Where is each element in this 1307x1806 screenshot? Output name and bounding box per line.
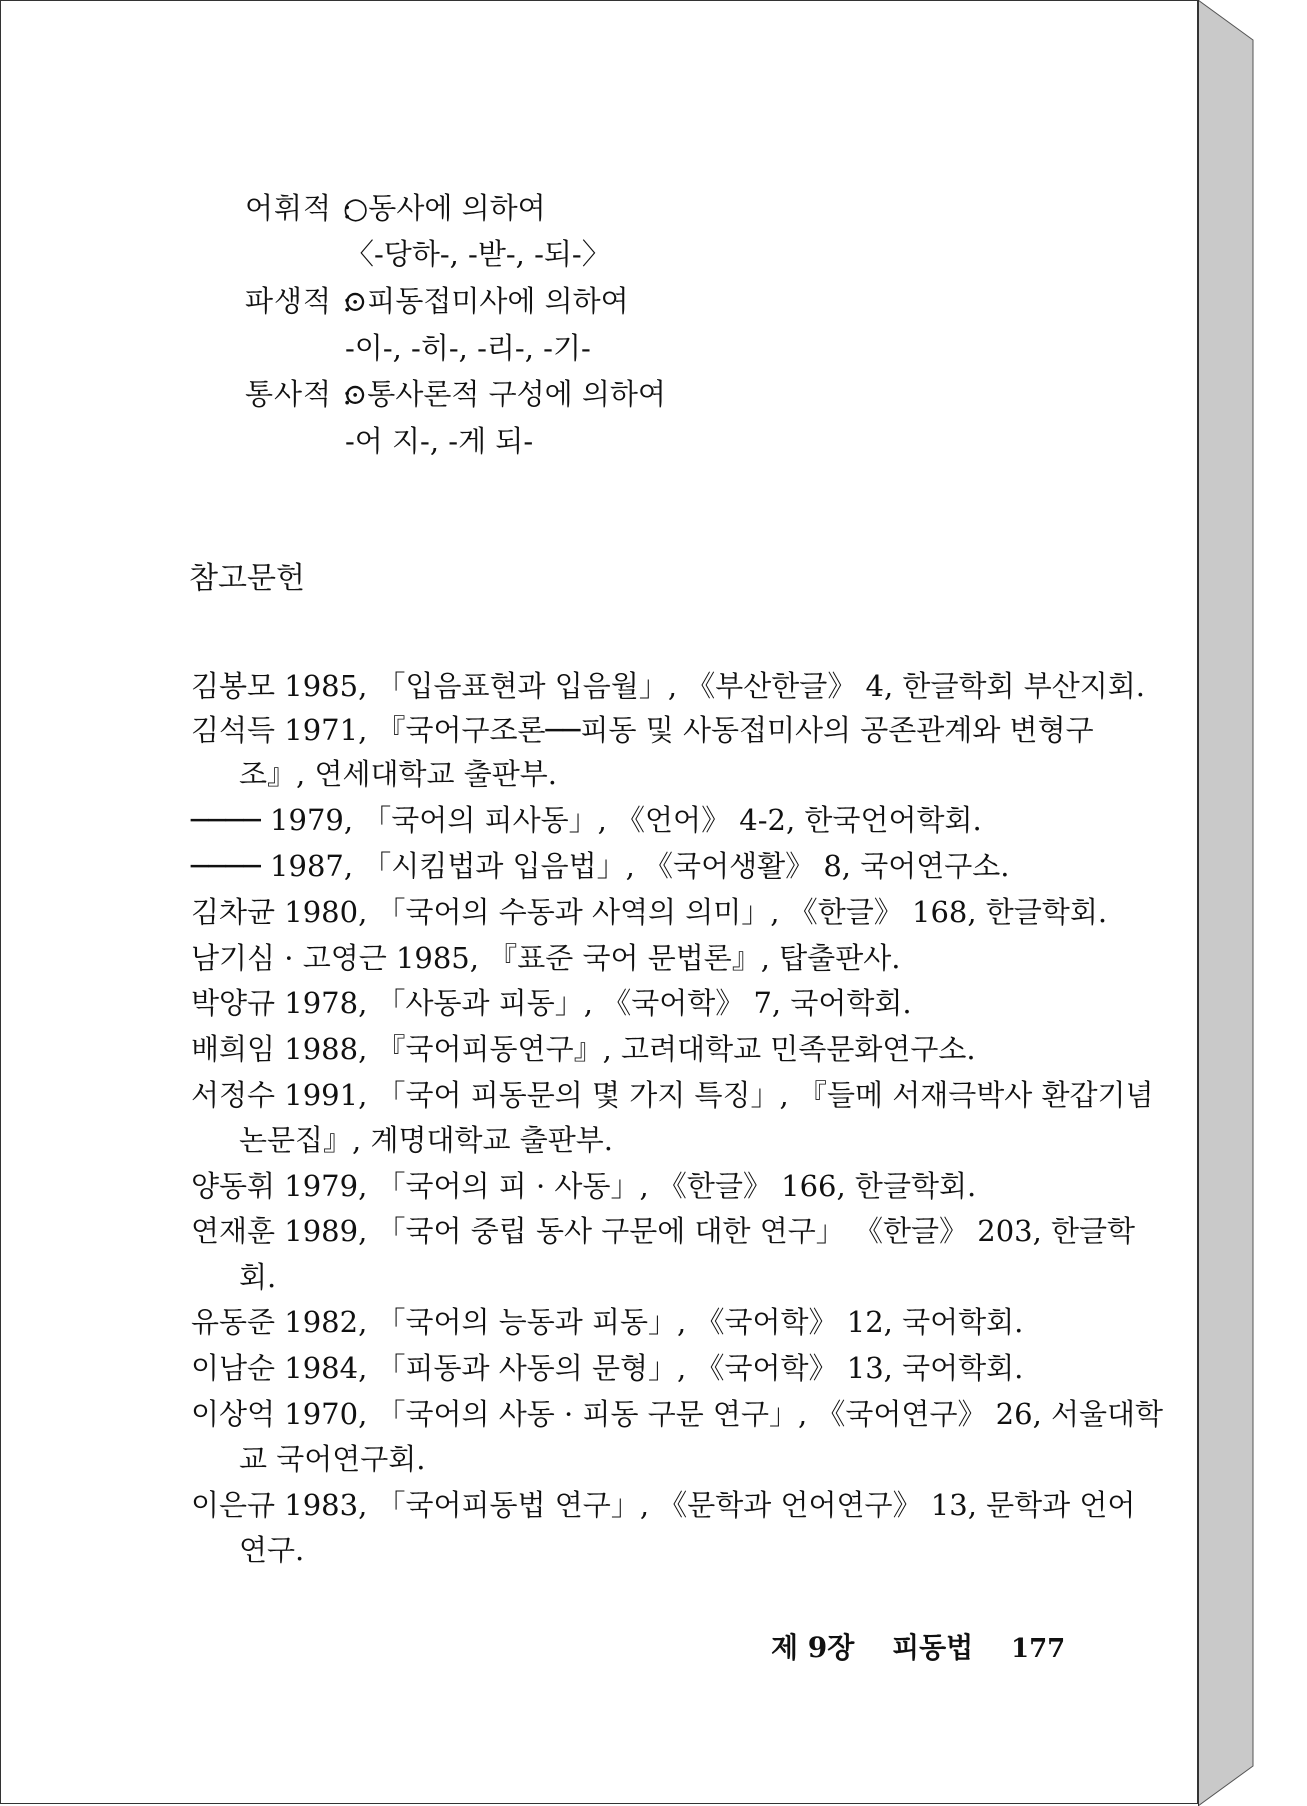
chapter-title: 피동법	[892, 1631, 974, 1664]
page-number: 177	[1010, 1634, 1066, 1664]
reference-entry: 박양규 1978, 「사동과 피동」, 《국어학》 7, 국어학회.	[191, 986, 912, 1020]
reference-entry: 남기심 · 고영근 1985, 『표준 국어 문법론』, 탑출판사.	[191, 941, 901, 975]
class-sub-derivational: -이-, -히-, -리-, -기-	[345, 331, 591, 365]
reference-entry: 김석득 1971, 『국어구조론──피동 및 사동접미사의 공존관계와 변형구	[191, 713, 1094, 747]
class-label-syntactic: 통사적 :	[245, 377, 354, 411]
reference-entry: ──── 1979, 「국어의 피사동」, 《언어》 4-2, 한국언어학회.	[191, 803, 982, 837]
class-label-derivational: 파생적 :	[245, 284, 354, 318]
reference-entry: 김차균 1980, 「국어의 수동과 사역의 의미」, 《한글》 168, 한글학회.	[191, 895, 1108, 929]
class-line-syntactic: ⊙통사론적 구성에 의하여	[343, 377, 666, 411]
class-line-lexical: ○동사에 의하여	[343, 191, 546, 225]
reference-entry-continuation: 교 국어연구회.	[239, 1442, 426, 1476]
references-heading: 참고문헌	[189, 561, 305, 596]
reference-entry: 서정수 1991, 「국어 피동문의 몇 가지 특징」, 『들메 서재극박사 환갑기념	[191, 1078, 1154, 1112]
page-footer	[771, 1626, 1065, 1666]
reference-entry: 김봉모 1985, 「입음표현과 입음월」, 《부산한글》 4, 한글학회 부산지회.	[191, 669, 1145, 703]
reference-entry: 유동준 1982, 「국어의 능동과 피동」, 《국어학》 12, 국어학회.	[191, 1305, 1024, 1339]
reference-entry-continuation: 조』, 연세대학교 출판부.	[239, 757, 557, 791]
reference-entry: ──── 1987, 「시킴법과 입음법」, 《국어생활》 8, 국어연구소.	[191, 849, 1010, 883]
reference-entry: 이상억 1970, 「국어의 사동 · 피동 구문 연구」, 《국어연구》 26, 서울대학	[191, 1397, 1164, 1431]
reference-entry: 이은규 1983, 「국어피동법 연구」, 《문학과 언어연구》 13, 문학과 언어	[191, 1488, 1136, 1522]
reference-entry: 양동휘 1979, 「국어의 피 · 사동」, 《한글》 166, 한글학회.	[191, 1169, 977, 1203]
reference-entry: 배희임 1988, 『국어피동연구』, 고려대학교 민족문화연구소.	[191, 1032, 976, 1066]
reference-entry-continuation: 논문집』, 계명대학교 출판부.	[239, 1123, 614, 1157]
book-spine	[1198, 0, 1273, 1806]
class-label-lexical: 어휘적 :	[245, 191, 354, 225]
class-sub-lexical: 〈-당하-, -받-, -되-〉	[345, 237, 611, 271]
reference-entry-continuation: 연구.	[239, 1533, 305, 1567]
reference-entry-continuation: 회.	[239, 1260, 277, 1294]
class-sub-syntactic: -어 지-, -게 되-	[345, 424, 534, 458]
chapter-label: 제 9장	[771, 1631, 855, 1664]
reference-entry: 이남순 1984, 「피동과 사동의 문형」, 《국어학》 13, 국어학회.	[191, 1351, 1024, 1385]
reference-entry: 연재훈 1989, 「국어 중립 동사 구문에 대한 연구」 《한글》 203, 한글학	[191, 1214, 1136, 1248]
class-line-derivational: ⊙피동접미사에 의하여	[343, 284, 629, 318]
